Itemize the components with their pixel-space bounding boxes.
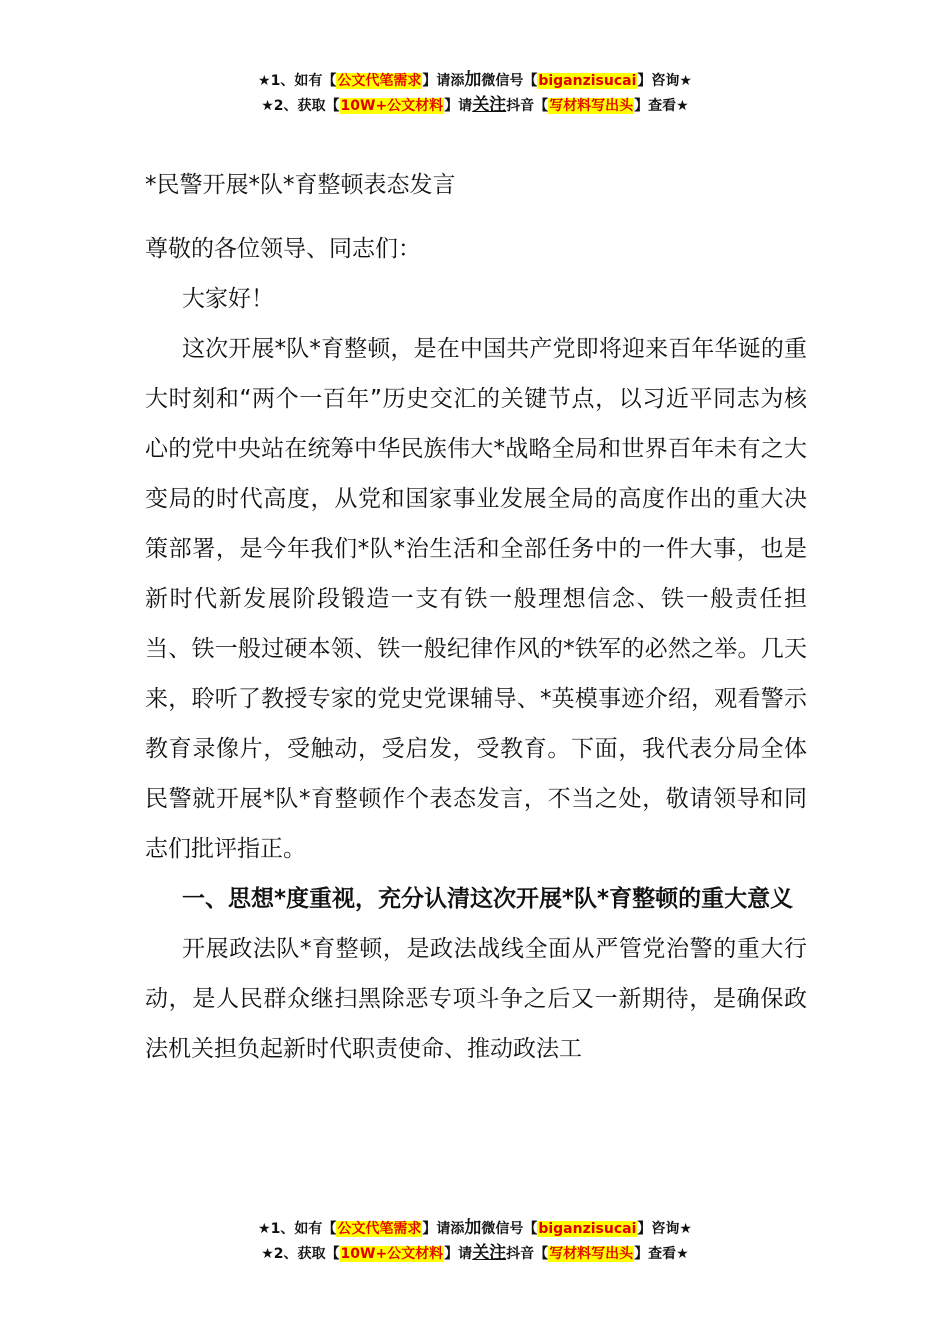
promo-line-1: ★1、如有【公文代笔需求】请添加微信号【biganzisucai】咨询★ [258,1218,692,1238]
document-title: *民警开展*队*育整顿表态发言 [145,172,456,198]
douyin-account: 写材料写出头 [549,98,634,114]
promo-banner-top [0,68,950,118]
section-heading: 一、思想*度重视，充分认清这次开展*队*育整顿的重大意义 [182,886,794,912]
douyin-account: 写材料写出头 [549,1246,634,1262]
highlight-tag: 公文代笔需求 [337,73,422,89]
wechat-id: biganzisucai [538,1221,637,1237]
promo-line-2: ★2、获取【10W+公文材料】请关注抖音【写材料写出头】查看★ [261,1243,689,1263]
promo-banner-bottom [0,1216,950,1266]
paragraph: 这次开展*队*育整顿，是在中国共产党即将迎来百年华诞的重大时刻和“两个一百年”历史交汇的关键节点，以习近平同志为核心的党中央站在统筹中华民族伟大*战略全局和世界百年未有之大变局的时代高度，从党和国家事业发展全局的高度作出的重大决策部署，是今年我们*队*治生活和全部任务中的一件大事，也是新时代新发展阶段锻造一支有铁一般理想信念、铁一般责任担当、铁一般过硬本领、铁一般纪律作风的*铁军的必然之举。几天来，聆听了教授专家的党史党课辅导、*英模事迹介绍，观看警示教育录像片，受触动，受启发，受教育。下面，我代表分局全体民警就开展*队*育整顿作个表态发言，不当之处，敬请领导和同志们批评指正。 [145,336,807,862]
document-body [145,160,807,1074]
wechat-id: biganzisucai [538,73,637,89]
greeting: 大家好！ [182,286,274,312]
paragraph: 开展政法队*育整顿，是政法战线全面从严管党治警的重大行动，是人民群众继扫黑除恶专项斗争之后又一新期待，是确保政法机关担负起新时代职责使命、推动政法工 [145,936,807,1062]
highlight-tag: 公文代笔需求 [337,1221,422,1237]
highlight-tag: 10W+公文材料 [340,98,444,114]
promo-line-1: ★1、如有【公文代笔需求】请添加微信号【biganzisucai】咨询★ [258,70,692,90]
highlight-tag: 10W+公文材料 [340,1246,444,1262]
promo-line-2: ★2、获取【10W+公文材料】请关注抖音【写材料写出头】查看★ [261,95,689,115]
salutation: 尊敬的各位领导、同志们： [145,236,421,262]
